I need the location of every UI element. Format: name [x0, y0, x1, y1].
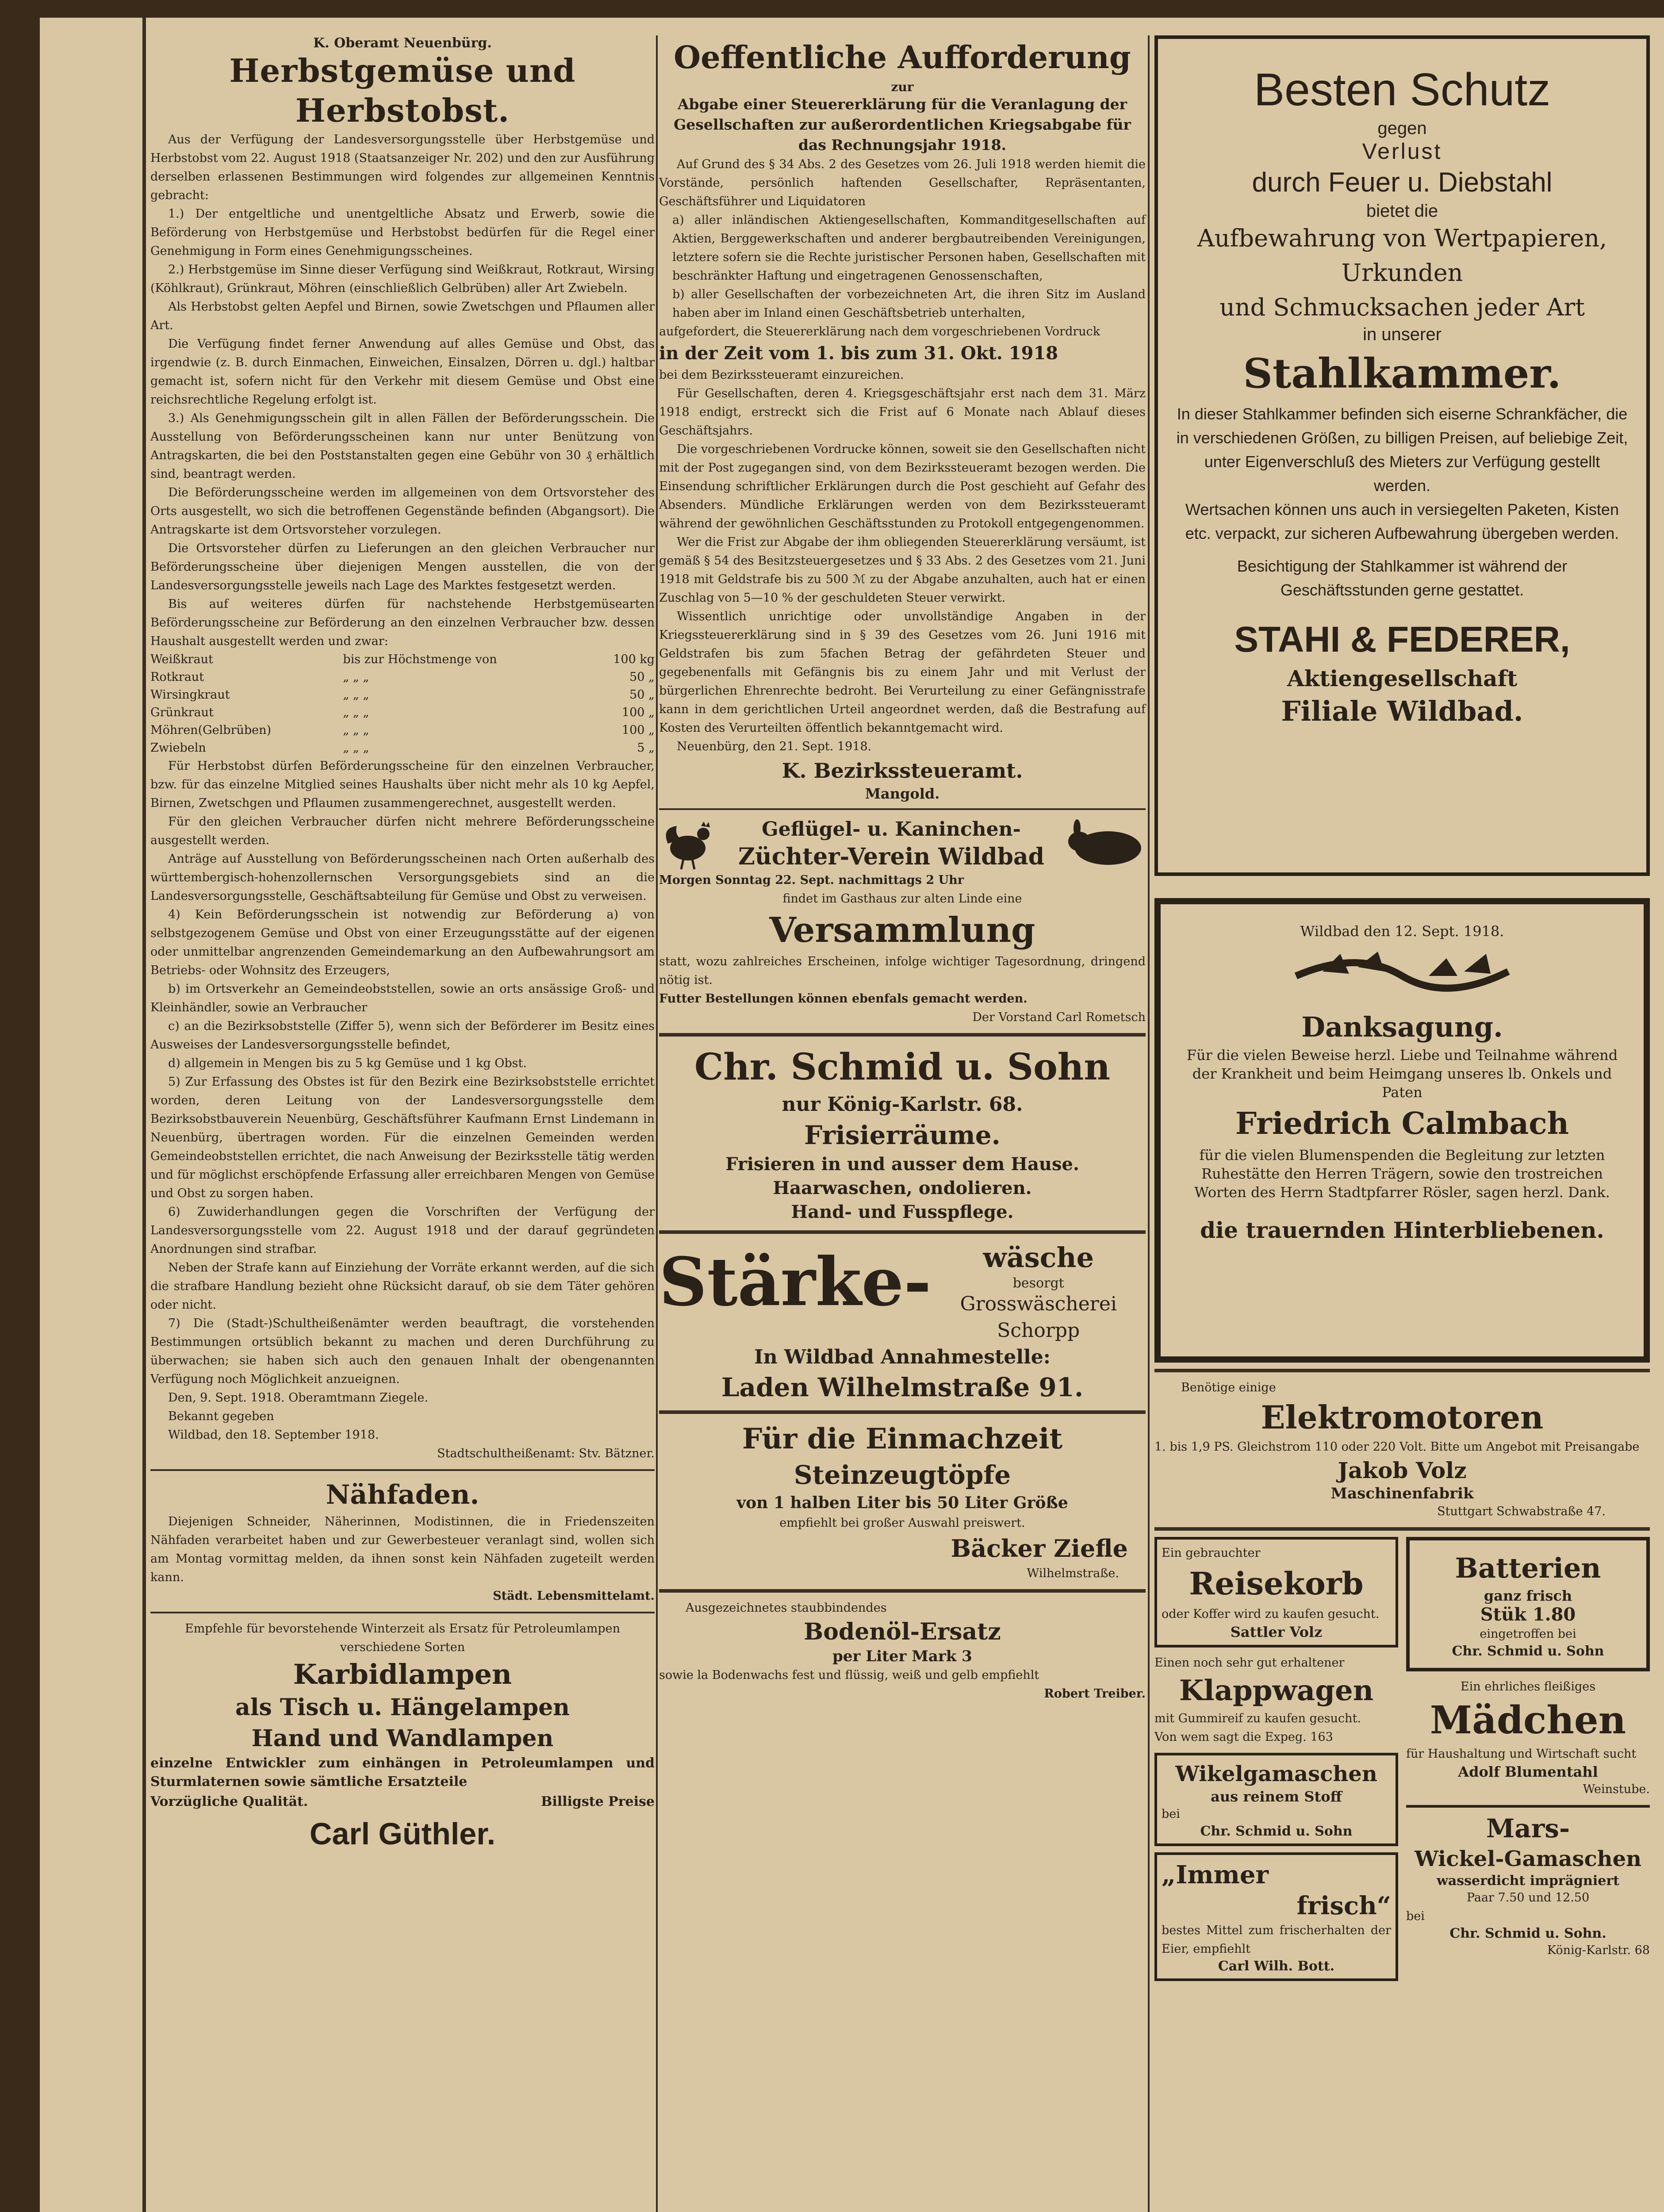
paragraph: aufgefordert, die Steuererklärung nach dem vorgeschriebenen Vordruck — [659, 325, 1100, 338]
signature-line: Weinstube. — [1583, 1782, 1650, 1796]
cell: Grünkraut — [150, 706, 214, 719]
staerke-waesche: wäsche — [983, 1241, 1094, 1274]
staerke-laden: Laden Wilhelmstraße 91. — [721, 1372, 1084, 1402]
schutz-verlust: Verlust — [1362, 139, 1442, 164]
elek-firm: Maschinenfabrik — [1330, 1485, 1474, 1502]
authority: K. Oberamt Neuenbürg. — [313, 35, 492, 51]
staerke-besorgt: besorgt — [1012, 1275, 1064, 1291]
paragraph: für die vielen Blumenspenden die Begleitung zur letzten Ruhestätte den Herren Trägern, sowie den trostreichen Worten des Herrn Stadtpfarrer Rösler, sagen herzl. Dank. — [1194, 1147, 1610, 1201]
einmach-sizes: von 1 halben Liter bis 50 Liter Größe — [736, 1494, 1068, 1512]
cell: Zwiebeln — [150, 741, 206, 755]
staerke-title: Stärke- — [659, 1243, 932, 1321]
elek-title: Elektromotoren — [1261, 1398, 1544, 1436]
wickel-name: Chr. Schmid u. Sohn — [1200, 1824, 1353, 1839]
club-header — [659, 816, 1146, 871]
paragraph: für Haushaltung und Wirtschaft sucht — [1406, 1747, 1637, 1761]
cell: 100 „ — [621, 723, 655, 737]
rooster-icon — [659, 817, 717, 870]
mars-text: wasserdicht imprägniert — [1437, 1873, 1619, 1889]
schmid-subtitle: Frisierräume. — [804, 1120, 1001, 1150]
paragraph: Ein gebrauchter — [1162, 1546, 1261, 1560]
paragraph: 5) Zur Erfassung des Obstes ist für den Bezirk eine Bezirksobststelle errichtet worden, deren Leitung von der Landesversorgungsstelle dem Bezirksobstbauverein Neuenbürg, Geschäftsführer Kaufmann Ernst Lindemann in Neuenbürg, übertragen worden. Für die einzelnen Gemeinden werden Gemeindeobststellen errichtet, die nach Anweisung der Bezirksstelle tätig werden und für möglichst erschöpfende Erfassung aller erreichbaren Mengen von Gemüse und Obst zu sorgen haben. — [150, 1075, 655, 1200]
einmach-subtitle: Steinzeugtöpfe — [794, 1460, 1011, 1490]
cell: „ „ „ — [343, 688, 369, 702]
karbid-title: Karbidlampen — [293, 1658, 512, 1690]
reise-name: Sattler Volz — [1230, 1624, 1323, 1640]
paragraph: Benötige einige — [1181, 1381, 1276, 1394]
schutz-aufbewahrung: und Schmucksachen jeder Art — [1219, 293, 1585, 321]
paragraph: 3.) Als Genehmigungsschein gilt in allen Fällen der Beförderungsschein. Die Ausstellung von Beförderungsscheinen kann nur unter Benützung von Antragskarten, die bei den Poststanstalten gegen eine Gebühr von 30 ₰ erhältlich sind, beantragt werden. — [150, 411, 655, 481]
deadline: in der Zeit vom 1. bis zum 31. Okt. 1918 — [659, 343, 1058, 364]
staerke-annahme: In Wildbad Annahmestelle: — [754, 1346, 1051, 1368]
aufforderung-title: Oeffentliche Aufforderung — [674, 39, 1131, 76]
divider — [150, 1469, 655, 1471]
batt-name: Chr. Schmid u. Sohn — [1452, 1644, 1604, 1659]
schutz-aufbewahrung: Aufbewahrung von Wertpapieren, Urkunden — [1197, 224, 1607, 287]
staerke-firm: Grosswäscherei — [960, 1293, 1117, 1315]
immer-title: „Immer — [1162, 1860, 1269, 1889]
danksagung-ad — [1154, 898, 1650, 1363]
paragraph: Besichtigung der Stahlkammer ist während der Geschäftsstunden gerne gestattet. — [1237, 557, 1568, 599]
club-title: Geflügel- u. Kaninchen- — [762, 818, 1021, 841]
paragraph: Die vorgeschriebenen Vordrucke können, soweit sie den Gesellschaften nicht mit der Post zugegangen sind, von dem Bezirkssteueramt bezogen werden. Die Einsendung schriftlicher Erklärungen durch die Post geschieht auf Gefahr des Absenders. Mündliche Erklärungen werden von dem Bezirkssteueramt während der gewöhnlichen Geschäftsstunden zu Protokoll entgegengenommen. — [659, 442, 1146, 530]
table-row — [150, 651, 655, 668]
paragraph: Die Ortsvorsteher dürfen zu Lieferungen an den gleichen Verbraucher nur Beförderungsscheine über diejenigen Mengen ausstellen, die von der Landesversorgungsstelle jeweils nach Lage des Marktes festgesetzt werden. — [150, 541, 655, 592]
mars-title: Mars- — [1486, 1813, 1570, 1843]
rabbit-icon — [1066, 819, 1146, 868]
signature-line: Neuenbürg, den 21. Sept. 1918. — [677, 740, 872, 753]
paragraph: 1. bis 1,9 PS. Gleichstrom 110 oder 220 Volt. Bitte um Angebot mit Preisangabe — [1154, 1440, 1640, 1454]
quality-text: Vorzügliche Qualität. — [150, 1794, 308, 1809]
paragraph: oder Koffer wird zu kaufen gesucht. — [1162, 1607, 1380, 1621]
small-ads — [1154, 1537, 1650, 1981]
left-column — [150, 35, 655, 1858]
cell: 5 „ — [637, 741, 655, 755]
paragraph: d) allgemein in Mengen bis zu 5 kg Gemüse und 1 kg Obst. — [168, 1056, 527, 1070]
divider — [659, 1033, 1146, 1037]
cell: 50 „ — [629, 688, 655, 702]
small-ads-right — [1406, 1537, 1650, 1960]
table-row — [150, 739, 655, 757]
schutz-ad — [1154, 35, 1650, 876]
paragraph: Für Herbstobst dürfen Beförderungsscheine für den einzelnen Verbraucher, bzw. für das einzelne Mitglied seines Haushalts über nicht mehr als 10 kg Aepfel, Birnen, Zwetschgen und Pflaumen zusammengerechnet, ausgestellt werden. — [150, 759, 655, 810]
divider — [659, 1589, 1146, 1593]
dank-name: Friedrich Calmbach — [1235, 1106, 1569, 1141]
paragraph: Die Beförderungsscheine werden im allgemeinen von dem Ortsvorsteher des Orts ausgestellt, wo sich die betroffenen Gegenstände befinden (Abgangsort). Die Antragskarte ist dem Ortsvorsteher vorzulegen. — [150, 486, 655, 537]
batt-price: Stük 1.80 — [1480, 1604, 1576, 1625]
schutz-firm: STAHI & FEDERER, — [1234, 619, 1570, 660]
wickel-ad — [1154, 1753, 1398, 1846]
zur-text: zur — [891, 80, 914, 94]
quantity-table — [150, 651, 655, 757]
staerke-firm: Schorpp — [997, 1319, 1080, 1342]
paragraph: Wer die Frist zur Abgabe der ihm obliegenden Steuererklärung versäumt, ist gemäß § 54 des Besitzsteuergesetzes und § 33 Abs. 2 des Gesetzes vom 21. Juni 1918 mit Geldstrafe bis zu 500 ℳ zu der Abgabe anzuhalten, auch hat er einen Zuschlag von 5—10 % der geschuldeten Steuer verwirkt. — [659, 535, 1146, 605]
cell: „ „ „ — [343, 670, 369, 684]
signature-line: Der Vorstand Carl Rometsch — [972, 1010, 1146, 1024]
naehfaden-title: Nähfaden. — [326, 1479, 479, 1510]
boden-title: Bodenöl-Ersatz — [804, 1618, 1001, 1645]
paragraph: b) im Ortsverkehr an Gemeindeobststellen, sowie an orts ansässige Groß- und Kleinhändler, sowie an Verbraucher — [150, 982, 655, 1014]
paragraph: Von wem sagt die Expeg. 163 — [1154, 1730, 1333, 1744]
small-ads-left — [1154, 1537, 1398, 1981]
dank-date: Wildbad den 12. Sept. 1918. — [1300, 923, 1504, 940]
batterien-ad — [1406, 1537, 1650, 1671]
immer-title: frisch“ — [1296, 1891, 1391, 1920]
cell: Wirsingkraut — [150, 688, 230, 702]
cell: 100 kg — [613, 653, 655, 666]
paragraph: Anträge auf Ausstellung von Beförderungsscheinen nach Orten außerhalb des württembergisch-hohenzollernschen Versorgungsgebiets sind an die Landesversorgungsstelle, Geschäftsabteilung für Gemüse und Obst zu verweisen. — [150, 852, 655, 903]
schmid-title: Chr. Schmid u. Sohn — [694, 1046, 1111, 1088]
schutz-stahlkammer: Stahlkammer. — [1243, 349, 1561, 397]
club-where: findet im Gasthaus zur alten Linde eine — [782, 892, 1022, 906]
paragraph: Aus der Verfügung der Landesversorgungsstelle über Herbstgemüse und Herbstobst vom 22. August 1918 (Staatsanzeiger Nr. 202) und den zur Ausführung derselben erlassenen Bestimmungen wird folgendes zur allgemeinen Kenntnis gebracht: — [150, 133, 655, 202]
paragraph: Ausgezeichnetes staubbindendes — [686, 1601, 887, 1615]
signature-line: Stuttgart Schwabstraße 47. — [1437, 1505, 1606, 1518]
schutz-durch: durch Feuer u. Diebstahl — [1252, 167, 1553, 198]
signature-line: Wildbad, den 18. September 1918. — [168, 1428, 379, 1442]
paragraph: Ein ehrliches fleißiges — [1460, 1680, 1596, 1694]
karbid-quality-row — [150, 1794, 655, 1809]
schutz-title: Besten Schutz — [1254, 64, 1551, 115]
schutz-filiale: Filiale Wildbad. — [1281, 695, 1523, 727]
signature-line: Stadtschultheißenamt: Stv. Bätzner. — [437, 1447, 655, 1460]
divider — [1154, 1527, 1650, 1531]
schutz-gegen: gegen — [1377, 119, 1427, 138]
dank-title: Danksagung. — [1301, 1011, 1503, 1043]
karbid-subtitle: Hand und Wandlampen — [251, 1725, 554, 1752]
schutz-in: in unserer — [1363, 325, 1442, 344]
signature-line: Den, 9. Sept. 1918. Oberamtmann Ziegele. — [168, 1391, 428, 1405]
cell: bis zur Höchstmenge von — [343, 653, 497, 666]
paragraph: Für Gesellschaften, deren 4. Kriegsgeschäftsjahr erst nach dem 31. März 1918 endigt, erstreckt sich die Frist auf 6 Monate nach Ablauf dieses Geschäftsjahrs. — [659, 387, 1146, 438]
laurel-icon — [1183, 941, 1622, 1007]
paragraph: bei dem Bezirkssteueramt einzureichen. — [659, 368, 904, 382]
paragraph: b) aller Gesellschaften der vorbezeichneten Art, die ihren Sitz im Ausland haben aber im Inland einen Geschäftsbetrieb unterhalten, — [672, 288, 1146, 320]
divider — [150, 1612, 655, 1613]
cell: 50 „ — [629, 670, 655, 684]
club-title: Züchter-Verein Wildbad — [738, 843, 1045, 870]
aufforderung-subtitle: Abgabe einer Steuererklärung für die Veranlagung der Gesellschaften zur außerordentlichen Kriegsabgabe für das Rechnungsjahr 1918. — [674, 96, 1131, 154]
cell: „ „ „ — [343, 741, 369, 755]
signature-line: König-Karlstr. 68 — [1547, 1943, 1650, 1957]
reisekorb-ad — [1154, 1537, 1398, 1647]
paragraph: Futter Bestellungen können ebenfals gemacht werden. — [659, 992, 1028, 1006]
table-row — [150, 722, 655, 739]
paragraph: Für die vielen Beweise herzl. Liebe und Teilnahme während der Krankheit und beim Heimgang unseres lb. Onkels und Paten — [1186, 1047, 1618, 1101]
cell: Weißkraut — [150, 653, 213, 666]
paragraph: 2.) Herbstgemüse im Sinne dieser Verfügung sind Weißkraut, Rotkraut, Wirsing (Köhlkraut), Grünkraut, Möhren (einschließlich Gelbrüben) aller Art Zwiebeln. — [150, 263, 655, 295]
table-row — [150, 686, 655, 704]
schutz-ag: Aktiengesellschaft — [1287, 665, 1518, 691]
middle-column — [659, 35, 1146, 1703]
paragraph: Bis auf weiteres dürfen für nachstehende Herbstgemüsearten Beförderungsscheine zur Beförderung an den einzelnen Verbraucher bzw. dessen Haushalt ausgestellt werden und zwar: — [150, 597, 655, 648]
paragraph: bestes Mittel zum frischerhalten der Eier, empfiehlt — [1162, 1924, 1391, 1956]
staerke-block — [659, 1240, 1146, 1344]
binding-edge — [142, 18, 146, 2212]
divider — [659, 808, 1146, 810]
column-rule — [1148, 35, 1150, 2212]
club-event: Versammlung — [769, 910, 1035, 950]
paragraph: c) an die Bezirksobststelle (Ziffer 5), wenn sich der Beförderer im Besitz eines Ausweises der Landesversorgungsstelle befindet, — [150, 1019, 655, 1052]
cell: „ „ „ — [343, 723, 369, 737]
club-title-block — [721, 816, 1062, 871]
klapp-title: Klappwagen — [1179, 1674, 1374, 1707]
schutz-bietet: bietet die — [1366, 201, 1438, 221]
signature-line: Wilhelmstraße. — [1027, 1567, 1119, 1580]
cell: 100 „ — [621, 706, 655, 719]
immer-frisch-ad — [1154, 1852, 1398, 1981]
price-text: Billigste Preise — [541, 1794, 655, 1809]
paragraph: Für den gleichen Verbraucher dürfen nicht mehrere Beförderungsscheine ausgestellt werden. — [150, 815, 655, 847]
karbid-merchant: Carl Güthler. — [309, 1816, 496, 1851]
signature-line: Städt. Lebensmittelamt. — [493, 1589, 655, 1603]
boden-price: per Liter Mark 3 — [832, 1647, 972, 1665]
paragraph: Einen noch sehr gut erhaltener — [1154, 1656, 1345, 1670]
mars-name: Chr. Schmid u. Sohn. — [1449, 1926, 1606, 1941]
elek-name: Jakob Volz — [1338, 1457, 1467, 1483]
paragraph: Neben der Strafe kann auf Einziehung der Vorräte erkannt werden, auf die sich die strafbare Handlung bezieht ohne Rücksicht darauf, ob sie dem Täter gehören oder nicht. — [150, 1261, 655, 1312]
paragraph: mit Gummireif zu kaufen gesucht. — [1154, 1712, 1361, 1725]
paragraph: In dieser Stahlkammer befinden sich eiserne Schrankfächer, die in verschiedenen Größen, zu billigen Preisen, auf beliebige Zeit, unter Eigenverschluß des Mieters zur Verfügung gestellt werden. — [1176, 405, 1628, 495]
batt-text: ganz frisch — [1484, 1587, 1572, 1604]
wickel-text: aus reinem Stoff — [1211, 1788, 1342, 1805]
herbst-title: Herbstgemüse und Herbstobst. — [229, 52, 576, 129]
maedchen-title: Mädchen — [1430, 1698, 1626, 1743]
newspaper-page — [40, 18, 1664, 2212]
maed-name: Adolf Blumentahl — [1458, 1763, 1598, 1780]
table-row — [150, 704, 655, 722]
paragraph: Als Herbstobst gelten Aepfel und Birnen, sowie Zwetschgen und Pflaumen aller Art. — [150, 300, 655, 332]
mars-ad — [1406, 1805, 1650, 1960]
dank-sign: die trauernden Hinterbliebenen. — [1200, 1217, 1604, 1243]
schmid-line: Haarwaschen, ondolieren. — [773, 1178, 1032, 1198]
divider — [659, 1230, 1146, 1234]
paragraph: eingetroffen bei — [1480, 1627, 1576, 1641]
immer-name: Carl Wilh. Bott. — [1218, 1959, 1335, 1974]
paragraph: Wertsachen können uns auch in versiegelten Paketen, Kisten etc. verpackt, zur sicheren Aufbewahrung übergeben werden. — [1185, 500, 1619, 542]
mars-title: Wickel-Gamaschen — [1414, 1847, 1642, 1871]
schmid-line: Frisieren in und ausser dem Hause. — [725, 1154, 1079, 1175]
paragraph: empfiehlt bei großer Auswahl preiswert. — [779, 1516, 1025, 1530]
steueramt: K. Bezirkssteueramt. — [782, 759, 1023, 783]
paragraph: bei — [1406, 1909, 1425, 1923]
cell: „ „ „ — [343, 706, 369, 719]
paragraph: 4) Kein Beförderungsschein ist notwendig zur Beförderung a) von selbstgezogenem Gemüse und Obst von einer Erzeugungsstätte auf der eigenen oder unmittelbar angrenzenden Gemeindemarkung an den Aufbewahrungsort am Betriebs- oder Wohnsitz des Erzeugers, — [150, 908, 655, 977]
mars-price: Paar 7.50 und 12.50 — [1466, 1891, 1590, 1905]
paragraph: a) aller inländischen Aktiengesellschaften, Kommanditgesellschaften auf Aktien, Berggewerkschaften und anderer bergbautreibenden Vereinigungen, letztere sofern sie die Rechte juristischer Personen haben, Gesellschaften mit beschränkter Haftung und eingetragenen Genossenschaften, — [672, 213, 1146, 283]
divider — [1154, 1369, 1650, 1372]
paragraph: einzelne Entwickler zum einhängen in Petroleumlampen und Sturmlaternen sowie sämtliche Ersatzteile — [150, 1755, 655, 1790]
batt-title: Batterien — [1455, 1552, 1601, 1584]
signature-line: Robert Treiber. — [1044, 1687, 1146, 1701]
signature-name: Mangold. — [865, 785, 940, 802]
staerke-right — [931, 1240, 1146, 1344]
reise-title: Reisekorb — [1189, 1565, 1364, 1602]
table-row — [150, 668, 655, 686]
paragraph: bei — [1162, 1807, 1180, 1821]
cell: Möhren(Gelbrüben) — [150, 723, 272, 737]
signature-line: Bekannt gegeben — [168, 1409, 274, 1423]
divider — [659, 1410, 1146, 1414]
einmach-title: Für die Einmachzeit — [742, 1422, 1063, 1455]
paragraph: statt, wozu zahlreiches Erscheinen, infolge wichtiger Tagesordnung, dringend nötig ist. — [659, 955, 1146, 987]
right-column — [1154, 35, 1650, 1981]
paragraph: 6) Zuwiderhandlungen gegen die Vorschriften der Verfügung der Landesversorgungsstelle vom 22. August 1918 und der darauf gegründeten Anordnungen sind strafbar. — [150, 1205, 655, 1256]
paragraph: Wissentlich unrichtige oder unvollständige Angaben in der Kriegssteuererklärung sind in § 39 des Gesetzes vom 26. Juni 1916 mit Geldstrafen bis zum 5fachen Betrag der gefährdeten Steuer und gegebenenfalls mit Gefängnis bis zu einem Jahr und mit Verlust der bürgerlichen Ehrenrechte bedroht. Bei Verurteilung zu einer Gefängnisstrafe kann in dem gerichtlichen Urteil angeordnet werden, daß die Bestrafung auf Kosten des Verurteilten öffentlich bekanntgemacht wird. — [659, 610, 1146, 735]
paragraph: 1.) Der entgeltliche und unentgeltliche Absatz und Erwerb, sowie die Beförderung von Herbstgemüse und Herbstobst bedürfen für die Regel einer Genehmigung in Form eines Genehmigungsscheines. — [150, 207, 655, 258]
paragraph: Empfehle für bevorstehende Winterzeit als Ersatz für Petroleumlampen verschiedene Sorten — [184, 1622, 621, 1654]
karbid-subtitle: als Tisch u. Hängelampen — [235, 1694, 570, 1721]
paragraph: Auf Grund des § 34 Abs. 2 des Gesetzes vom 26. Juli 1918 werden hiemit die Vorstände, persönlich haftenden Gesellschafter, Repräsentanten, Geschäftsführer und Liquidatoren — [659, 157, 1146, 208]
column-rule — [656, 35, 658, 2212]
paragraph: Diejenigen Schneider, Näherinnen, Modistinnen, die in Friedenszeiten Nähfaden verarbeitet haben und zur Gewerbesteuer veranlagt sind, wollen sich am Montag vormittag melden, da ihnen sonst kein Nähfaden zugeteilt werden kann. — [150, 1515, 655, 1584]
paragraph: 7) Die (Stadt-)Schultheißenämter werden beauftragt, die vorstehenden Bestimmungen ortsüblich bekannt zu machen und deren Durchführung zu überwachen; sie haben sich auch den genauen Inhalt der obengenannten Verfügung noch Möglichkeit anzueignen. — [150, 1317, 655, 1386]
schmid-line: Hand- und Fusspflege. — [791, 1202, 1014, 1222]
cell: Rotkraut — [150, 670, 204, 684]
paragraph: Die Verfügung findet ferner Anwendung auf alles Gemüse und Obst, das irgendwie (z. B. durch Einmachen, Einweichen, Einsalzen, Dörren u. dgl.) haltbar gemacht ist, sofern nicht für den Verkehr mit diesem Gemüse und Obst eine reichsrechtliche Regelung erfolgt ist. — [150, 337, 655, 407]
schmid-address: nur König-Karlstr. 68. — [782, 1093, 1023, 1116]
einmach-merchant: Bäcker Ziefle — [951, 1534, 1128, 1563]
wickel-title: Wikelgamaschen — [1175, 1762, 1377, 1786]
club-when: Morgen Sonntag 22. Sept. nachmittags 2 Uhr — [659, 873, 964, 887]
paragraph: sowie la Bodenwachs fest und flüssig, weiß und gelb empfiehlt — [659, 1668, 1039, 1682]
